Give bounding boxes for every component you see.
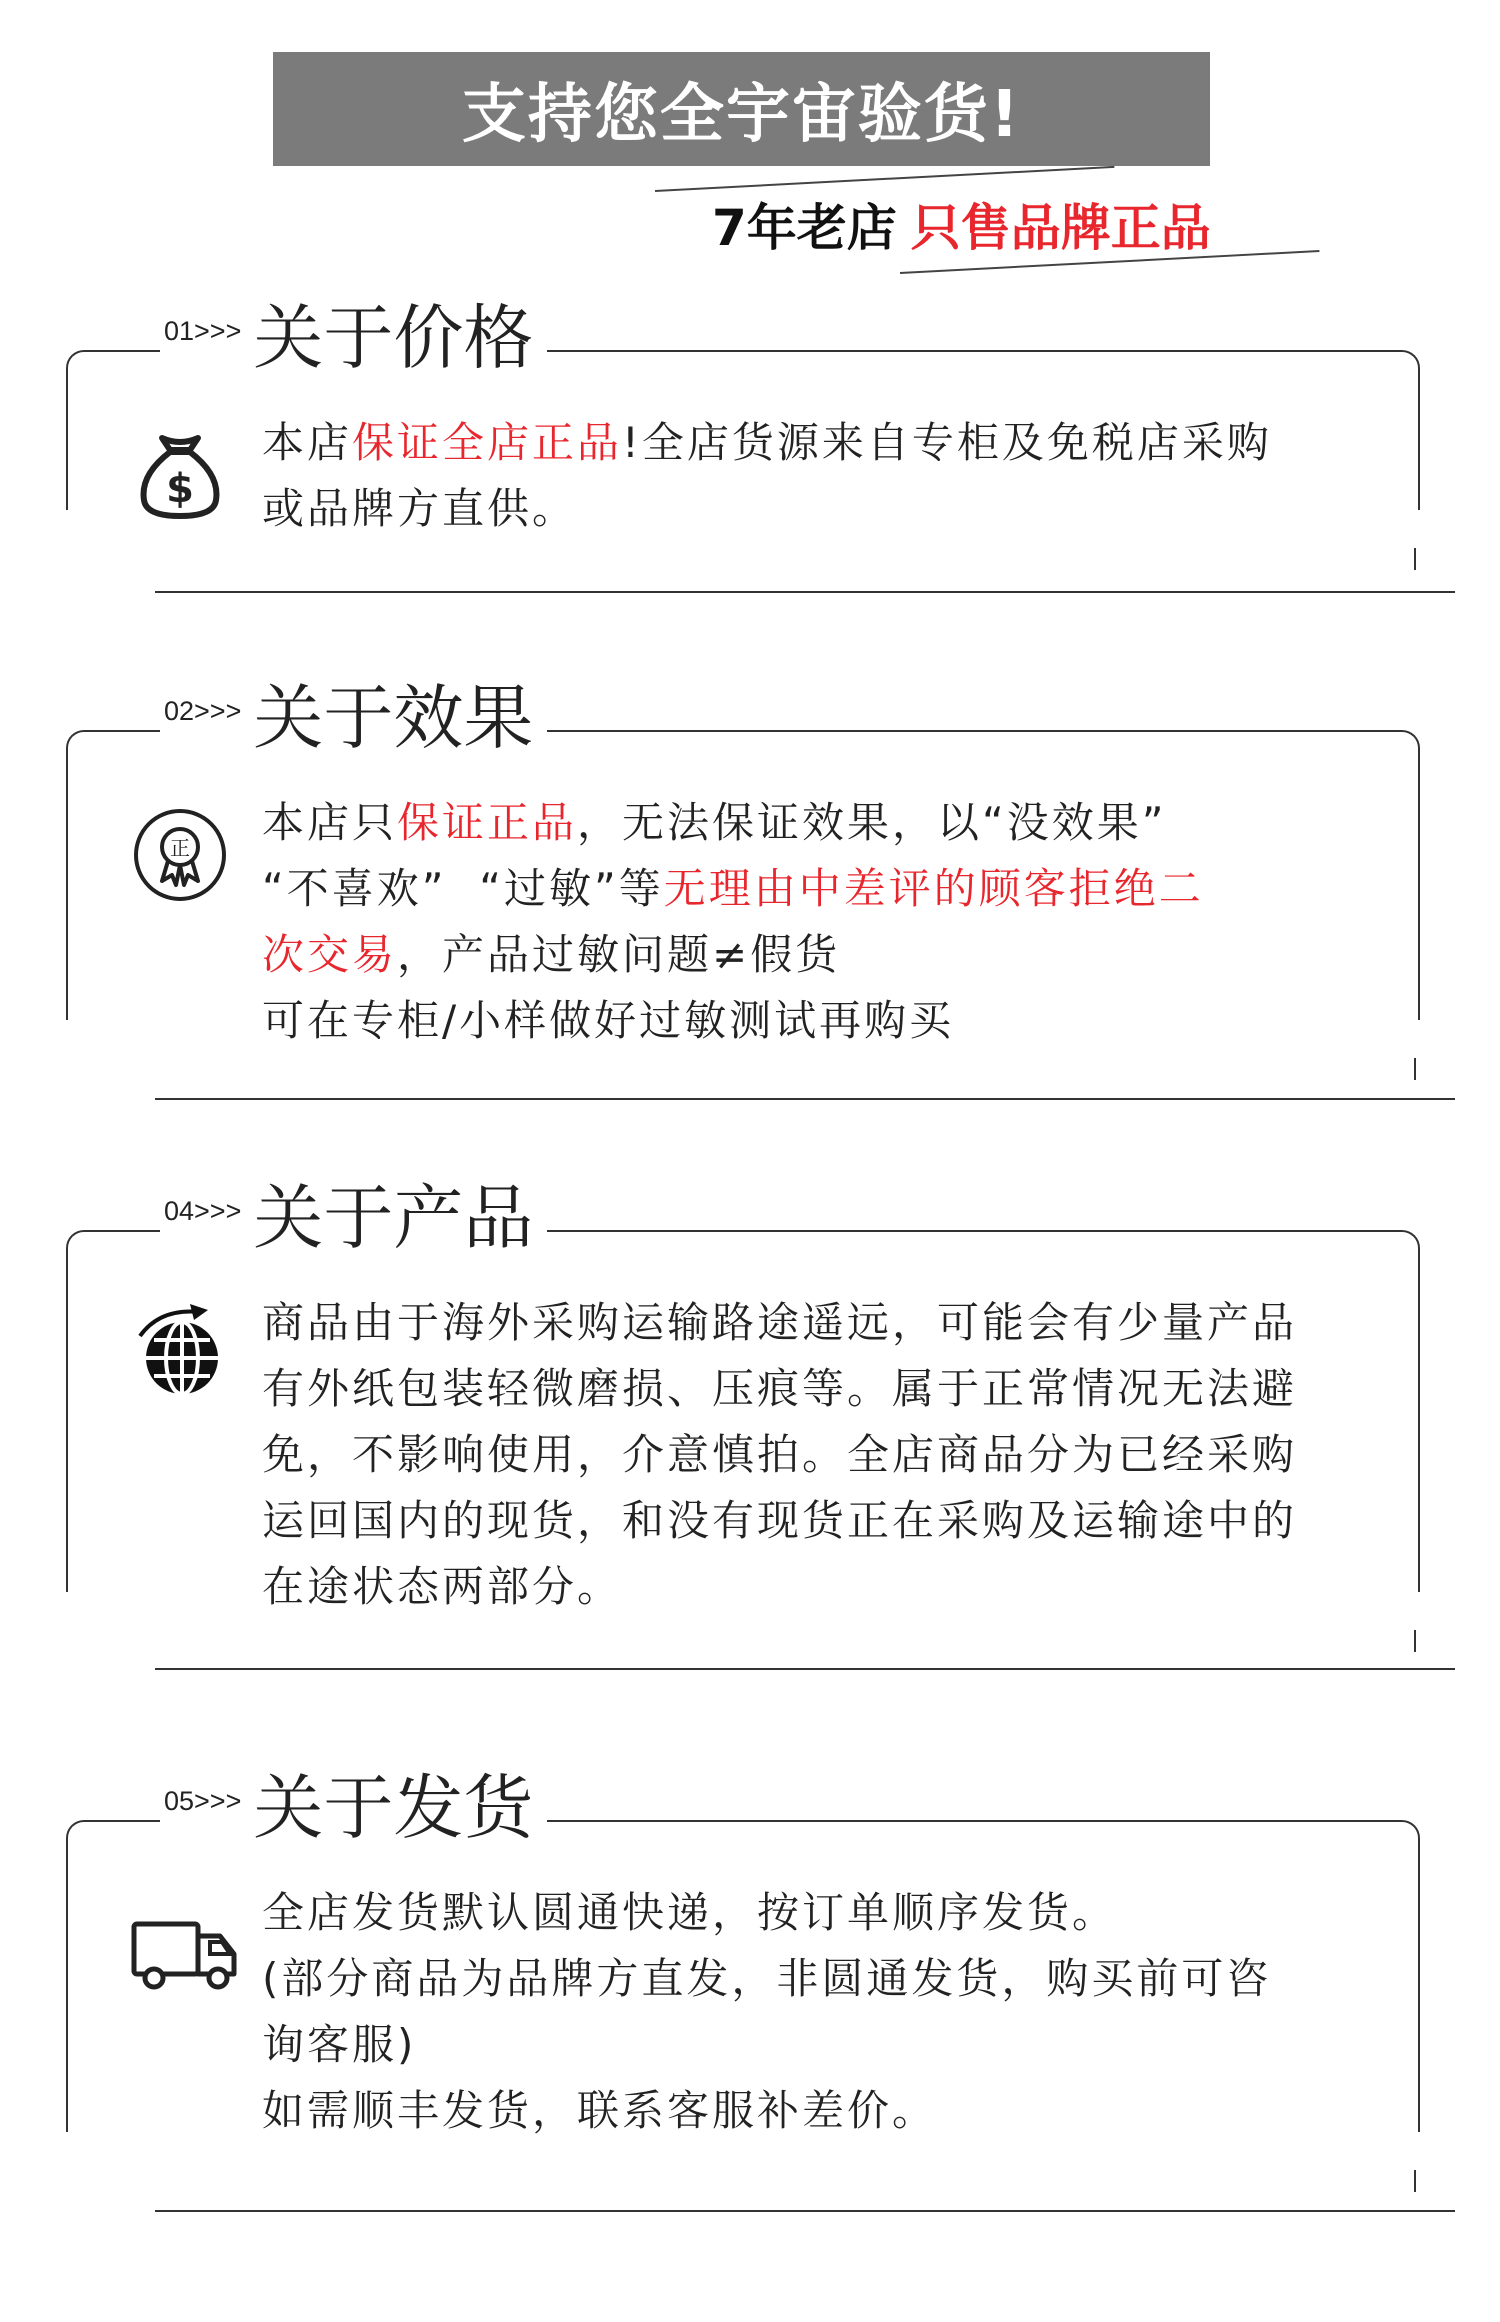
body-line: 免，不影响使用，介意慎拍。全店商品分为已经采购	[262, 1430, 1298, 1479]
section-divider	[155, 1668, 1455, 1670]
genuine-badge-icon	[130, 805, 230, 905]
body-highlight: 保证正品	[397, 798, 578, 847]
body-text: !全店货源来自专柜及免税店采购	[622, 418, 1272, 467]
body-line	[262, 790, 1392, 856]
body-line: 有外纸包装轻微磨损、压痕等。属于正常情况无法避	[262, 1364, 1298, 1413]
section-heading	[160, 677, 547, 759]
frame-tick	[1414, 1058, 1416, 1080]
section-heading	[160, 297, 547, 379]
globe-plane-icon	[130, 1300, 230, 1400]
body-line: 全店发货默认圆通快递，按订单顺序发货。	[262, 1888, 1118, 1937]
section-body	[262, 1290, 1392, 1620]
section-divider	[155, 591, 1455, 593]
body-line: 如需顺丰发货，联系客服补差价。	[262, 2086, 938, 2135]
frame-tick	[1414, 548, 1416, 570]
section-title: 关于效果	[253, 677, 534, 759]
body-highlight: 无理由中差评的顾客拒绝二	[663, 864, 1204, 913]
body-line: 商品由于海外采购运输路途遥远，可能会有少量产品	[262, 1298, 1298, 1347]
body-text: “不喜欢” “过敏”等	[262, 864, 664, 913]
section-body	[262, 1880, 1392, 2144]
svg-text:$: $	[166, 466, 194, 512]
body-line: 可在专柜/小样做好过敏测试再购买	[262, 996, 955, 1045]
body-line: 运回国内的现货，和没有现货正在采购及运输途中的	[262, 1496, 1298, 1545]
section-number: 01>>>	[164, 316, 242, 346]
section-title: 关于发货	[253, 1767, 534, 1849]
body-highlight: 保证全店正品	[352, 418, 623, 467]
tagline-store-age: 7年老店	[712, 199, 897, 257]
frame-tick	[1414, 2170, 1416, 2192]
section-body	[262, 410, 1392, 542]
body-highlight: 次交易	[262, 930, 398, 979]
section-shipping	[0, 1767, 1500, 2230]
body-text: 本店	[262, 418, 353, 467]
tagline	[712, 188, 1211, 260]
body-line: 在途状态两部分。	[262, 1562, 623, 1611]
banner-title: 支持您全宇宙验货!	[461, 78, 1022, 152]
section-divider	[155, 2210, 1455, 2212]
body-text: ，无法保证效果，以“没效果”	[577, 798, 1167, 847]
frame-tick	[1414, 1630, 1416, 1652]
section-number: 05>>>	[164, 1786, 242, 1816]
body-line	[262, 856, 1392, 922]
svg-text:正: 正	[170, 836, 190, 860]
section-title: 关于产品	[253, 1177, 534, 1259]
section-number: 04>>>	[164, 1196, 242, 1226]
section-number: 02>>>	[164, 696, 242, 726]
body-text: 本店只	[262, 798, 398, 847]
body-line: 询客服)	[262, 2020, 417, 2069]
section-product	[0, 1177, 1500, 1700]
delivery-truck-icon	[130, 1900, 230, 2000]
body-line: (部分商品为品牌方直发，非圆通发货，购买前可咨	[262, 1954, 1272, 2003]
money-bag-icon	[130, 420, 230, 520]
header-banner	[273, 52, 1210, 166]
tagline-genuine: 只售品牌正品	[910, 199, 1211, 257]
section-effect	[0, 677, 1500, 1110]
body-line	[262, 922, 1392, 988]
section-body	[262, 790, 1392, 1054]
section-title: 关于价格	[253, 297, 534, 379]
body-line: 或品牌方直供。	[262, 484, 578, 533]
section-heading	[160, 1177, 547, 1259]
section-divider	[155, 1098, 1455, 1100]
section-price	[0, 297, 1500, 610]
body-line	[262, 410, 1392, 476]
section-heading	[160, 1767, 547, 1849]
body-text: ，产品过敏问题≠假货	[397, 930, 841, 979]
